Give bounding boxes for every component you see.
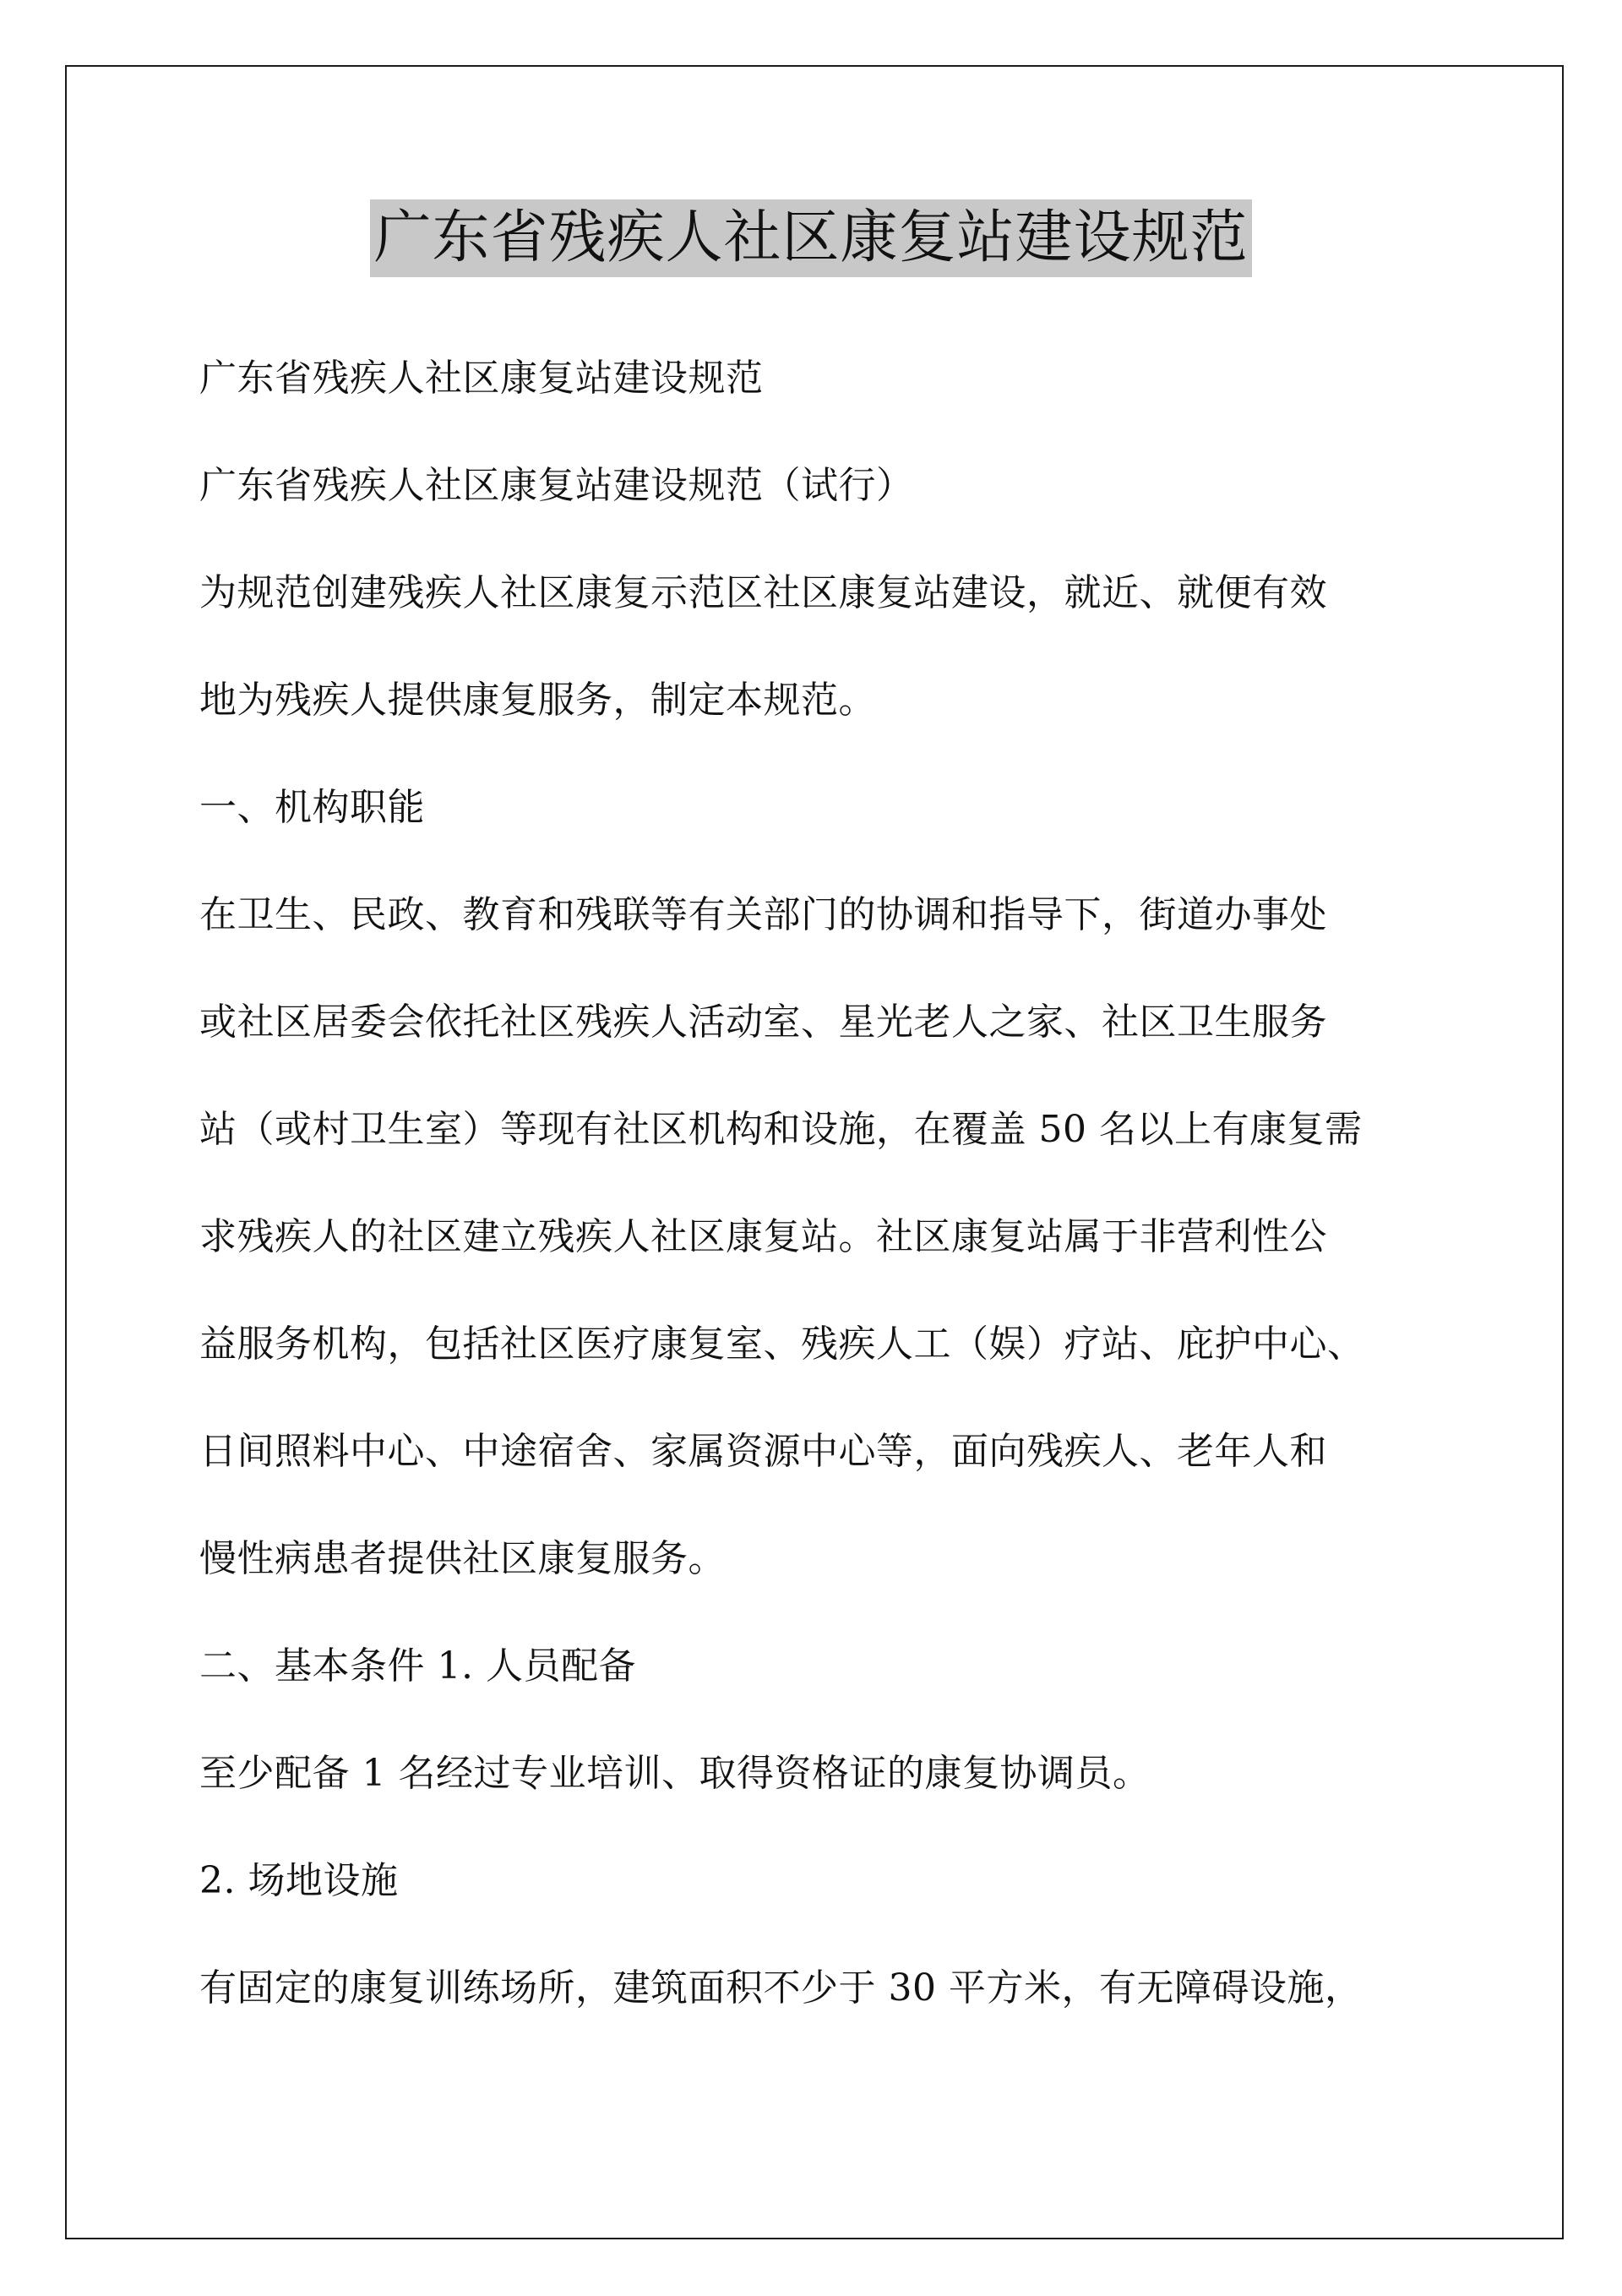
text-line: 在卫生、民政、教育和残联等有关部门的协调和指导下，街道办事处 [199, 893, 1327, 936]
text-line: 日间照料中心、中途宿舍、家属资源中心等，面向残疾人、老年人和 [199, 1430, 1327, 1473]
text-line: 广东省残疾人社区康复站建设规范（试行） [199, 464, 914, 507]
text-line: 慢性病患者提供社区康复服务。 [199, 1537, 726, 1580]
text-line: 地为残疾人提供康复服务，制定本规范。 [199, 679, 876, 722]
text-line: 广东省残疾人社区康复站建设规范 [199, 357, 764, 400]
section-heading: 二、基本条件 1. 人员配备 [199, 1644, 636, 1688]
text-line: 益服务机构，包括社区医疗康复室、残疾人工（娱）疗站、庇护中心、 [199, 1323, 1365, 1366]
title-container [0, 199, 1622, 277]
text-line: 站（或村卫生室）等现有社区机构和设施，在覆盖 50 名以上有康复需 [199, 1108, 1363, 1151]
text-line: 求残疾人的社区建立残疾人社区康复站。社区康复站属于非营利性公 [199, 1215, 1327, 1258]
document-title: 广东省残疾人社区康复站建设规范 [370, 199, 1251, 277]
text-line: 或社区居委会依托社区残疾人活动室、星光老人之家、社区卫生服务 [199, 1001, 1327, 1044]
section-heading: 一、机构职能 [199, 786, 425, 829]
subsection-heading: 2. 场地设施 [199, 1859, 399, 1902]
text-line: 为规范创建残疾人社区康复示范区社区康复站建设，就近、就便有效 [199, 571, 1327, 614]
text-line: 至少配备 1 名经过专业培训、取得资格证的康复协调员。 [199, 1752, 1151, 1795]
text-line: 有固定的康复训练场所，建筑面积不少于 30 平方米，有无障碍设施， [199, 1966, 1363, 2010]
